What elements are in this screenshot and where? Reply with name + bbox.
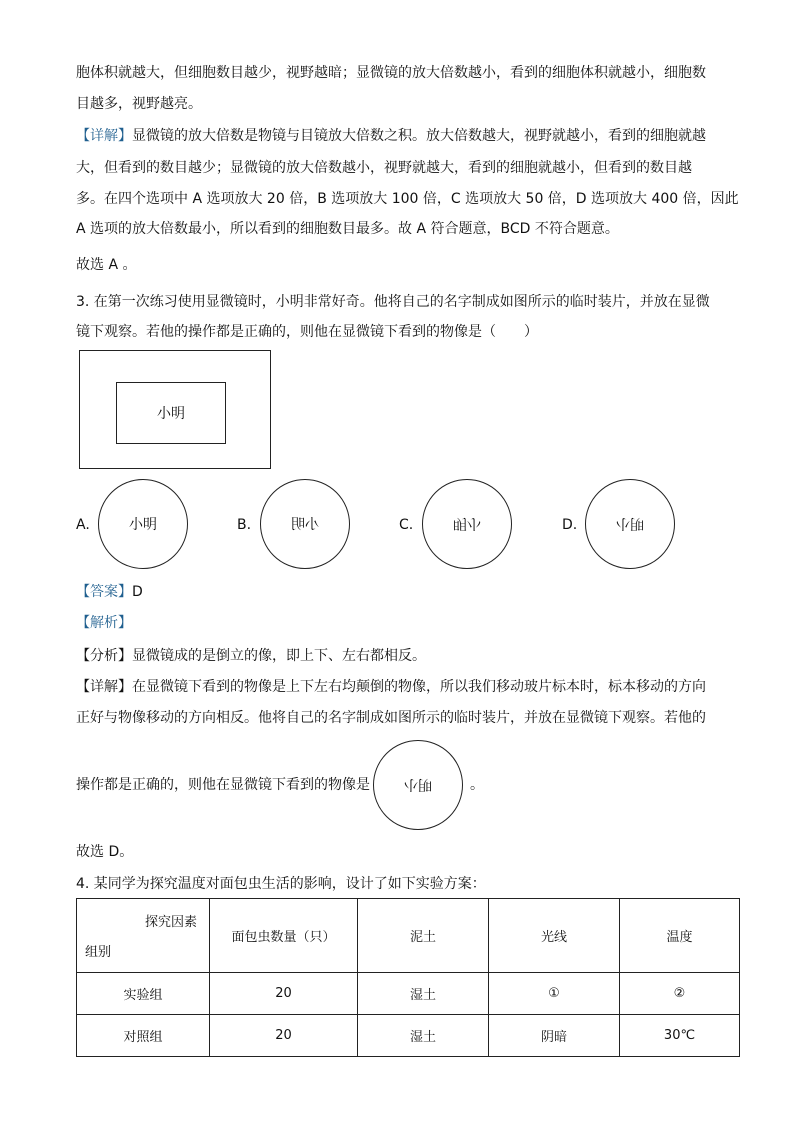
slide-label-text: 小明 — [157, 406, 185, 422]
option-b-label: B. — [237, 517, 252, 533]
detail1-line3: 多。在四个选项中 A 选项放大 20 倍，B 选项放大 100 倍，C 选项放大 50 倍，D 选项放大 400 倍，因此 — [76, 191, 739, 207]
q4-intro: 4. 某同学为探究温度对面包虫生活的影响，设计了如下实验方案： — [76, 876, 486, 892]
experiment-table — [76, 898, 740, 1057]
row2-temp: 30℃ — [620, 1015, 740, 1057]
q3-fenxi — [76, 646, 426, 666]
q3-detail-line1 — [76, 677, 706, 697]
option-a-text: 小明 — [129, 517, 157, 533]
q3-answer — [76, 582, 143, 602]
option-c-label: C. — [399, 517, 414, 533]
option-a-label: A. — [76, 517, 90, 533]
inline-answer-text: 明小 — [404, 776, 432, 792]
option-c-circle — [422, 479, 512, 569]
diag-top-label: 探究因素 — [144, 915, 197, 930]
row1-count: 20 — [210, 973, 358, 1015]
option-b-text: 小明 — [291, 517, 319, 533]
option-d-text: 明小 — [616, 515, 644, 531]
q3-conclusion: 故选 D。 — [76, 844, 134, 860]
detail1-line2: 大，但看到的数目越少；显微镜的放大倍数越小，视野就越大，看到的细胞就越小，但看到的数目越 — [76, 160, 692, 176]
q3-line1: 3. 在第一次练习使用显微镜时，小明非常好奇。他将自己的名字制成如图所示的临时装片，并放在显微 — [76, 294, 710, 310]
col-count-header: 面包虫数量（只） — [210, 899, 358, 973]
option-c-text: 明小 — [453, 515, 481, 531]
q3-detail-line2: 正好与物像移动的方向相反。他将自己的名字制成如图所示的临时装片，并放在显微镜下观察。若他的 — [76, 710, 706, 726]
table-row — [77, 1015, 740, 1057]
row1-temp: ② — [620, 973, 740, 1015]
option-b-circle — [260, 479, 350, 569]
inline-answer-circle — [373, 740, 463, 830]
row2-group: 对照组 — [77, 1015, 210, 1057]
detail1-line4: A 选项的放大倍数最小，所以看到的细胞数目最多。故 A 符合题意，BCD 不符合题意。 — [76, 221, 619, 237]
col-soil-header: 泥土 — [358, 899, 489, 973]
row2-light: 阴暗 — [489, 1015, 620, 1057]
detail1-text1: 显微镜的放大倍数是物镜与目镜放大倍数之积。放大倍数越大，视野就越小，看到的细胞就越 — [132, 128, 706, 144]
option-d-label: D. — [562, 517, 578, 533]
q3-detail-line3: 操作都是正确的，则他在显微镜下看到的物像是 — [76, 777, 370, 793]
col-light-header: 光线 — [489, 899, 620, 973]
row1-group: 实验组 — [77, 973, 210, 1015]
para1-line1: 胞体积就越大，但细胞数目越少，视野越暗；显微镜的放大倍数越小，看到的细胞体积就越小，细胞数 — [76, 65, 706, 81]
diag-header-cell — [77, 899, 210, 973]
option-d-circle — [585, 479, 675, 569]
table-header-row — [77, 899, 740, 973]
slide-label — [116, 382, 226, 444]
fenxi-tag: 【分析】 — [76, 648, 132, 664]
conclusion1: 故选 A 。 — [76, 257, 137, 273]
answer-tag: 【答案】 — [76, 584, 132, 600]
q3-detail-end: 。 — [470, 777, 484, 793]
row2-soil: 湿土 — [358, 1015, 489, 1057]
diag-bottom-label: 组别 — [85, 945, 112, 960]
answer-value: D — [132, 584, 143, 600]
detail-text1: 在显微镜下看到的物像是上下左右均颠倒的物像，所以我们移动玻片标本时，标本移动的方向 — [132, 679, 706, 695]
row1-light: ① — [489, 973, 620, 1015]
option-a-circle — [98, 479, 188, 569]
fenxi-text: 显微镜成的是倒立的像，即上下、左右都相反。 — [132, 648, 426, 664]
table-row — [77, 973, 740, 1015]
analysis-tag: 【解析】 — [76, 615, 132, 631]
detail-tag: 【详解】 — [76, 679, 132, 695]
row1-soil: 湿土 — [358, 973, 489, 1015]
col-temp-header: 温度 — [620, 899, 740, 973]
para1-line2: 目越多，视野越亮。 — [76, 96, 202, 112]
detail1-line1 — [76, 126, 706, 146]
row2-count: 20 — [210, 1015, 358, 1057]
q3-line2: 镜下观察。若他的操作都是正确的，则他在显微镜下看到的物像是（ ） — [76, 324, 538, 340]
detail1-tag: 【详解】 — [76, 128, 132, 144]
